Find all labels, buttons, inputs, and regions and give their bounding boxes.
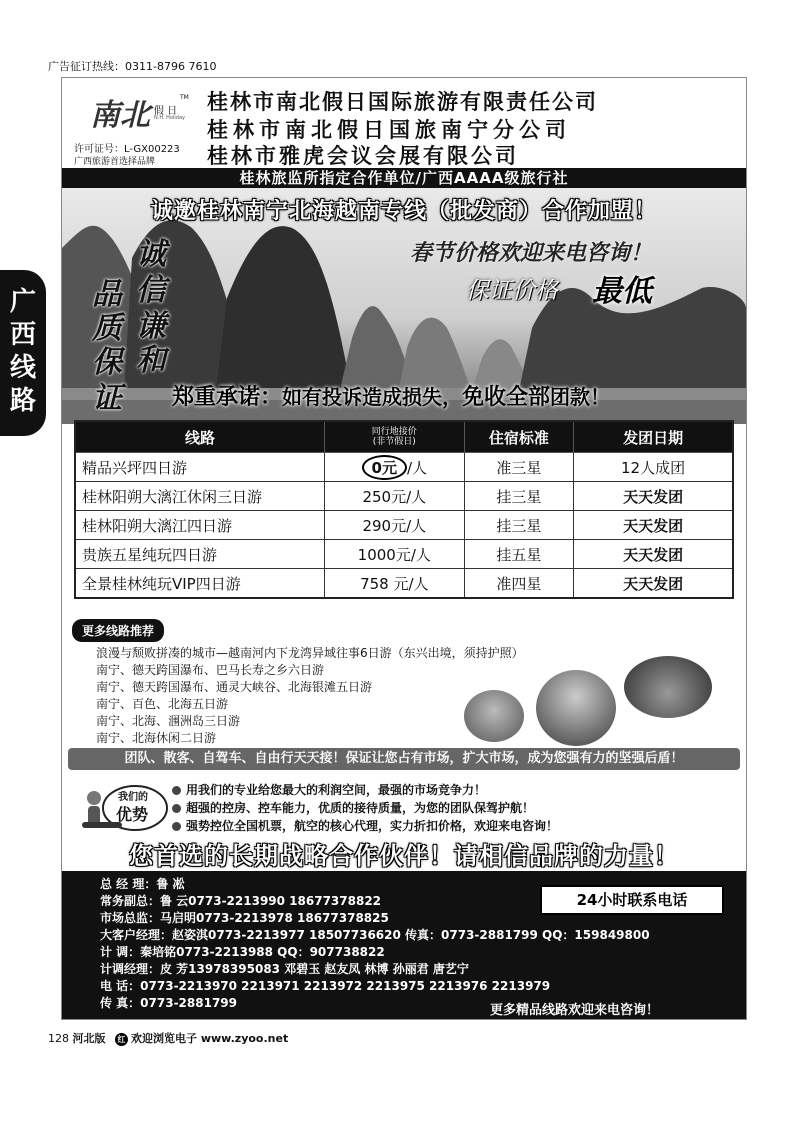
page-footer (48, 1030, 288, 1046)
route-departure: 12人成团 (574, 453, 733, 482)
table-row (75, 540, 733, 569)
motto-char: 质 (92, 311, 122, 346)
contact-line: 常务副总：鲁 云0773-2213990 18677378822 (100, 894, 382, 908)
company-name-3: 桂林市雅虎会议会展有限公司 (207, 143, 519, 168)
motto-char: 信 (136, 273, 166, 308)
route-name: 桂林阳朔大漓江休闲三日游 (75, 482, 325, 511)
route-price-table (74, 420, 734, 599)
license-number: 许可证号：L-GX00223 (74, 144, 180, 155)
price-value: 250元 (362, 487, 407, 506)
price-value-highlight: 0元 (362, 455, 407, 480)
side-tab-char: 西 (9, 320, 36, 350)
company-name-1: 桂林市南北假日国际旅游有限责任公司 (207, 89, 598, 114)
contact-line: 大客户经理：赵姿淇0773-2213977 18507736620 传真：0773-2881799 QQ：159849800 (100, 928, 650, 942)
route-name: 桂林阳朔大漓江四日游 (75, 511, 325, 540)
price-value: 290元 (362, 516, 407, 535)
logo-holiday: 假 日 (154, 106, 178, 117)
motto-char: 谦 (136, 309, 166, 344)
brand-slogan: 您首选的长期战略合作伙伴！请相信品牌的力量！ (129, 842, 679, 870)
header-price-note: (非节假日) (372, 437, 416, 447)
contact-line: 电 话：0773-2213970 2213971 2213972 2213975 2213976 2213979 (100, 979, 551, 993)
advantage-item (172, 799, 534, 816)
advantage-badge (80, 778, 170, 838)
more-routes-call: 更多精品线路欢迎来电咨询！ (490, 1003, 660, 1018)
promise-suffix: 团款！ (550, 385, 611, 409)
brand-tagline: 广西旅游首选择品牌 (74, 157, 156, 167)
more-route-item: 南宁、百色、北海五日游 (96, 697, 229, 711)
advantage-text: 强势控位全国机票，航空的核心代理，实力折扣价格，欢迎来电咨询！ (186, 819, 559, 833)
beach-photo (464, 690, 524, 742)
contact-line: 计调经理：皮 芳13978395083 邓碧玉 赵友凤 林博 孙丽君 唐艺宁 (100, 962, 469, 976)
table-row (75, 569, 733, 599)
footer-website: 欢迎浏览电子 www.zyoo.net (131, 1032, 289, 1045)
price-unit: /人 (406, 458, 428, 477)
header-price (325, 421, 465, 453)
promise-text: 如有投诉造成损失， (282, 385, 463, 409)
promise-statement (172, 380, 610, 411)
promise-label: 郑重承诺： (172, 385, 283, 410)
more-route-item: 南宁、德天跨国瀑布、通灵大峡谷、北海银滩五日游 (96, 680, 373, 694)
contact-line: 总 经 理：鲁 凇 (100, 877, 185, 891)
lowest-price-prefix: 保证价格 (466, 278, 558, 304)
advantage-item (172, 781, 486, 798)
price-unit: /人 (406, 516, 427, 535)
hotline-24h-box: 24小时联系电话 (540, 885, 724, 915)
spring-price-note: 春节价格欢迎来电咨询！ (410, 240, 653, 266)
ad-hotline: 广告征订热线：0311-8796 7610 (48, 60, 217, 73)
bullet-icon (172, 786, 181, 795)
motto-char: 品 (92, 277, 122, 312)
header-departure: 发团日期 (574, 421, 733, 453)
table-header-row (75, 421, 733, 453)
more-route-item: 南宁、北海休闲二日游 (96, 731, 217, 745)
price-unit: /人 (406, 487, 427, 506)
price-value: 758 元 (360, 574, 409, 593)
route-price (325, 540, 465, 569)
route-price (325, 482, 465, 511)
church-photo (536, 670, 616, 746)
promise-emphasis: 免收全部 (462, 385, 551, 410)
route-lodging: 准四星 (464, 569, 574, 599)
more-routes-badge: 更多线路推荐 (72, 619, 164, 642)
logo-tm: TM (180, 94, 189, 101)
price-value: 1000元 (357, 545, 411, 564)
lowest-price-emphasis: 最低 (592, 274, 652, 309)
route-name: 贵族五星纯玩四日游 (75, 540, 325, 569)
table-row (75, 453, 733, 482)
motto-char: 保 (92, 345, 122, 380)
designation-bar: 桂林旅监所指定合作单位/广西AAAA级旅行社 (62, 168, 746, 188)
bullet-icon (172, 804, 181, 813)
price-unit: /人 (410, 545, 431, 564)
route-lodging: 准三星 (464, 453, 574, 482)
service-banner: 团队、散客、自驾车、自由行天天接！保证让您占有市场，扩大市场，成为您强有力的坚强后盾！ (68, 748, 740, 770)
publisher-logo-icon: 红 (115, 1033, 128, 1046)
company-logo (70, 88, 200, 166)
contact-line: 计 调：秦培铭0773-2213988 QQ：907738822 (100, 945, 385, 959)
logo-mark: 南北 (90, 98, 150, 133)
route-lodging: 挂五星 (464, 540, 574, 569)
route-price (325, 511, 465, 540)
advantage-text: 用我们的专业给您最大的利润空间，最强的市场竞争力！ (186, 783, 487, 797)
route-price (325, 569, 465, 599)
advantage-item (172, 817, 558, 834)
advantage-text: 超强的控房、控车能力，优质的接待质量，为您的团队保驾护航！ (186, 801, 535, 815)
route-departure: 天天发团 (574, 569, 733, 599)
more-route-item: 浪漫与颓败拼凑的城市—越南河内下龙湾异域往事6日游（东兴出境，须持护照） (96, 646, 524, 660)
header-price-label: 同行地接价 (371, 427, 417, 437)
company-name-2: 桂林市南北假日国旅南宁分公司 (207, 117, 571, 142)
side-tab-char: 路 (9, 386, 36, 416)
side-tab-char: 线 (9, 353, 36, 383)
side-tab-char: 广 (9, 287, 36, 317)
advantage-label-top: 我们的 (118, 792, 148, 803)
page-number: 128 (48, 1032, 69, 1045)
edition-label: 河北版 (72, 1032, 106, 1045)
section-tab-guangxi-routes (0, 270, 46, 436)
price-unit: /人 (408, 574, 429, 593)
advertisement (61, 77, 747, 1020)
header-lodging: 住宿标准 (464, 421, 574, 453)
more-route-item: 南宁、德天跨国瀑布、巴马长寿之乡六日游 (96, 663, 325, 677)
motto-char: 和 (136, 343, 166, 378)
route-departure: 天天发团 (574, 540, 733, 569)
table-row (75, 511, 733, 540)
logo-sub: N.H. Holiday (154, 115, 185, 121)
route-name: 精品兴坪四日游 (75, 453, 325, 482)
motto-char: 证 (92, 381, 122, 416)
route-departure: 天天发团 (574, 482, 733, 511)
route-price (325, 453, 465, 482)
bullet-icon (172, 822, 181, 831)
more-route-item: 南宁、北海、涠洲岛三日游 (96, 714, 241, 728)
contact-block (62, 871, 746, 1019)
table-row (75, 482, 733, 511)
coast-photo (624, 656, 712, 718)
contact-line: 市场总监：马启明0773-2213978 18677378825 (100, 911, 389, 925)
route-departure: 天天发团 (574, 511, 733, 540)
header-route: 线路 (75, 421, 325, 453)
advantage-label-main: 优势 (116, 805, 149, 824)
contact-line: 传 真：0773-2881799 (100, 996, 238, 1010)
route-name: 全景桂林纯玩VIP四日游 (75, 569, 325, 599)
route-lodging: 挂三星 (464, 482, 574, 511)
route-lodging: 挂三星 (464, 511, 574, 540)
motto-char: 诚 (136, 237, 166, 272)
headline: 诚邀桂林南宁北海越南专线（批发商）合作加盟！ (150, 199, 657, 224)
